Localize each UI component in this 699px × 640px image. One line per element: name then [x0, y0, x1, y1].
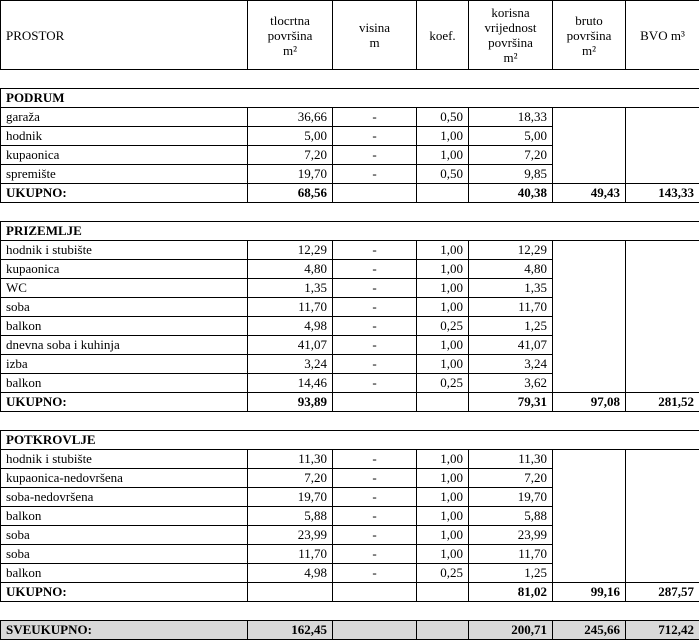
- grand-total-usable-area: 200,71: [469, 621, 553, 640]
- section-title-row: [1, 222, 699, 241]
- coefficient: 1,00: [417, 488, 469, 507]
- spacer-row: [1, 412, 699, 431]
- room-name: soba: [1, 526, 248, 545]
- height: -: [333, 298, 417, 317]
- usable-area: 18,33: [469, 108, 553, 127]
- usable-area: 4,80: [469, 260, 553, 279]
- coefficient: 0,25: [417, 317, 469, 336]
- total-floor-area: 93,89: [248, 393, 333, 412]
- floor-area: 19,70: [248, 165, 333, 184]
- floor-area: 7,20: [248, 146, 333, 165]
- height: -: [333, 469, 417, 488]
- usable-area: 1,25: [469, 564, 553, 583]
- floor-area: 11,30: [248, 450, 333, 469]
- total-gross-area: 97,08: [553, 393, 626, 412]
- bvo-empty: [626, 450, 699, 583]
- floor-area: 4,80: [248, 260, 333, 279]
- usable-area: 9,85: [469, 165, 553, 184]
- floor-area: 23,99: [248, 526, 333, 545]
- usable-area: 12,29: [469, 241, 553, 260]
- total-label: UKUPNO:: [1, 393, 248, 412]
- coefficient: 1,00: [417, 469, 469, 488]
- usable-area: 19,70: [469, 488, 553, 507]
- height: -: [333, 450, 417, 469]
- coefficient: 1,00: [417, 127, 469, 146]
- height: -: [333, 507, 417, 526]
- header-bruto: bruto površina m²: [553, 1, 626, 70]
- section-title-row: [1, 89, 699, 108]
- total-bvo: 143,33: [626, 184, 699, 203]
- total-height-empty: [333, 583, 417, 602]
- header-row: [1, 1, 699, 70]
- floor-area: 19,70: [248, 488, 333, 507]
- coefficient: 0,25: [417, 374, 469, 393]
- total-height-empty: [333, 393, 417, 412]
- total-label: UKUPNO:: [1, 184, 248, 203]
- total-bvo: 281,52: [626, 393, 699, 412]
- floor-area: 4,98: [248, 564, 333, 583]
- header-prostor: PROSTOR: [1, 1, 248, 70]
- height: -: [333, 336, 417, 355]
- floor-area: 14,46: [248, 374, 333, 393]
- height: -: [333, 317, 417, 336]
- floor-area: 5,00: [248, 127, 333, 146]
- section-title: PODRUM: [1, 89, 699, 108]
- height: -: [333, 127, 417, 146]
- total-bvo: 287,57: [626, 583, 699, 602]
- usable-area: 3,24: [469, 355, 553, 374]
- floor-area: 36,66: [248, 108, 333, 127]
- floor-area: 12,29: [248, 241, 333, 260]
- coefficient: 1,00: [417, 507, 469, 526]
- usable-area: 7,20: [469, 469, 553, 488]
- bvo-empty: [626, 241, 699, 393]
- total-label: UKUPNO:: [1, 583, 248, 602]
- floor-area: 1,35: [248, 279, 333, 298]
- room-name: soba: [1, 545, 248, 564]
- usable-area: 23,99: [469, 526, 553, 545]
- height: -: [333, 165, 417, 184]
- room-name: kupaonica: [1, 260, 248, 279]
- coefficient: 1,00: [417, 260, 469, 279]
- bruto-empty: [553, 450, 626, 583]
- total-coef-empty: [417, 583, 469, 602]
- room-name: hodnik i stubište: [1, 241, 248, 260]
- spacer-cell: [1, 70, 699, 89]
- floor-area: 5,88: [248, 507, 333, 526]
- bvo-empty: [626, 108, 699, 184]
- total-usable-area: 79,31: [469, 393, 553, 412]
- height: -: [333, 564, 417, 583]
- grand-total-label: SVEUKUPNO:: [1, 621, 248, 640]
- grand-total-bvo: 712,42: [626, 621, 699, 640]
- room-name: soba-nedovršena: [1, 488, 248, 507]
- floor-area: 11,70: [248, 298, 333, 317]
- coefficient: 1,00: [417, 241, 469, 260]
- height: -: [333, 545, 417, 564]
- spacer-row: [1, 203, 699, 222]
- coefficient: 1,00: [417, 146, 469, 165]
- floor-area: 11,70: [248, 545, 333, 564]
- room-name: kupaonica-nedovršena: [1, 469, 248, 488]
- room-name: WC: [1, 279, 248, 298]
- total-gross-area: 99,16: [553, 583, 626, 602]
- height: -: [333, 279, 417, 298]
- coefficient: 1,00: [417, 336, 469, 355]
- height: -: [333, 108, 417, 127]
- total-usable-area: 81,02: [469, 583, 553, 602]
- height: -: [333, 355, 417, 374]
- usable-area: 41,07: [469, 336, 553, 355]
- room-name: balkon: [1, 564, 248, 583]
- usable-area: 5,88: [469, 507, 553, 526]
- coefficient: 1,00: [417, 450, 469, 469]
- room-name: garaža: [1, 108, 248, 127]
- total-coef-empty: [417, 184, 469, 203]
- total-floor-area: [248, 583, 333, 602]
- spacer-cell: [1, 412, 699, 431]
- spacer-cell: [1, 203, 699, 222]
- coefficient: 1,00: [417, 298, 469, 317]
- floor-area: 3,24: [248, 355, 333, 374]
- room-name: balkon: [1, 374, 248, 393]
- floor-area: 41,07: [248, 336, 333, 355]
- section-total-row: [1, 393, 699, 412]
- room-name: hodnik: [1, 127, 248, 146]
- coefficient: 0,50: [417, 165, 469, 184]
- room-name: hodnik i stubište: [1, 450, 248, 469]
- header-tlocrtna: tlocrtna površina m²: [248, 1, 333, 70]
- coefficient: 1,00: [417, 526, 469, 545]
- table-row: [1, 108, 699, 127]
- room-name: balkon: [1, 317, 248, 336]
- header-koef: koef.: [417, 1, 469, 70]
- usable-area: 1,35: [469, 279, 553, 298]
- floor-area: 4,98: [248, 317, 333, 336]
- height: -: [333, 374, 417, 393]
- table-body: [1, 70, 699, 640]
- height: -: [333, 146, 417, 165]
- section-title-row: [1, 431, 699, 450]
- height: -: [333, 260, 417, 279]
- grand-total-coef-empty: [417, 621, 469, 640]
- grand-total-row: [1, 621, 699, 640]
- room-name: spremište: [1, 165, 248, 184]
- usable-area: 5,00: [469, 127, 553, 146]
- usable-area: 11,30: [469, 450, 553, 469]
- room-name: balkon: [1, 507, 248, 526]
- coefficient: 1,00: [417, 355, 469, 374]
- bruto-empty: [553, 108, 626, 184]
- bruto-empty: [553, 241, 626, 393]
- coefficient: 0,50: [417, 108, 469, 127]
- spacer-row: [1, 602, 699, 621]
- total-height-empty: [333, 184, 417, 203]
- usable-area: 7,20: [469, 146, 553, 165]
- table-row: [1, 241, 699, 260]
- section-total-row: [1, 184, 699, 203]
- header-korisna: korisna vrijednost površina m²: [469, 1, 553, 70]
- grand-total-height-empty: [333, 621, 417, 640]
- room-name: soba: [1, 298, 248, 317]
- coefficient: 1,00: [417, 545, 469, 564]
- spacer-cell: [1, 602, 699, 621]
- header-visina: visina m: [333, 1, 417, 70]
- height: -: [333, 526, 417, 545]
- usable-area: 1,25: [469, 317, 553, 336]
- usable-area: 3,62: [469, 374, 553, 393]
- usable-area: 11,70: [469, 298, 553, 317]
- usable-area: 11,70: [469, 545, 553, 564]
- total-gross-area: 49,43: [553, 184, 626, 203]
- room-name: kupaonica: [1, 146, 248, 165]
- floor-area: 7,20: [248, 469, 333, 488]
- header-bvo: BVO m³: [626, 1, 699, 70]
- spacer-row: [1, 70, 699, 89]
- height: -: [333, 241, 417, 260]
- grand-total-floor-area: 162,45: [248, 621, 333, 640]
- room-name: dnevna soba i kuhinja: [1, 336, 248, 355]
- total-usable-area: 40,38: [469, 184, 553, 203]
- coefficient: 1,00: [417, 279, 469, 298]
- total-coef-empty: [417, 393, 469, 412]
- coefficient: 0,25: [417, 564, 469, 583]
- room-name: izba: [1, 355, 248, 374]
- total-floor-area: 68,56: [248, 184, 333, 203]
- table-row: [1, 450, 699, 469]
- section-total-row: [1, 583, 699, 602]
- height: -: [333, 488, 417, 507]
- section-title: POTKROVLJE: [1, 431, 699, 450]
- section-title: PRIZEMLJE: [1, 222, 699, 241]
- grand-total-gross-area: 245,66: [553, 621, 626, 640]
